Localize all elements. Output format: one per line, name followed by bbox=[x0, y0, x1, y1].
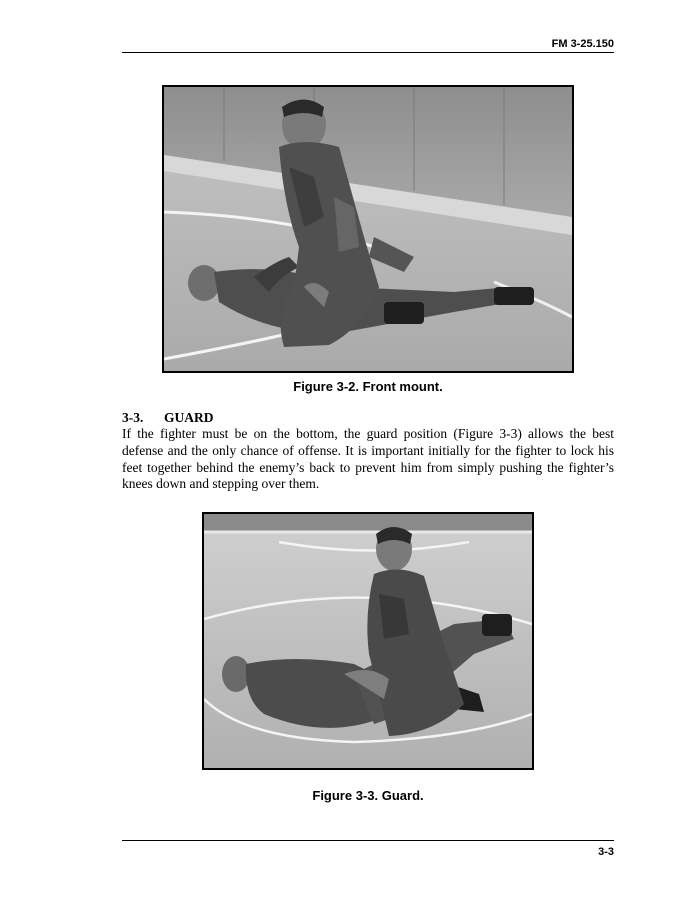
figure-3-3-photo bbox=[202, 512, 534, 770]
section-title: GUARD bbox=[164, 410, 214, 425]
section-number: 3-3. bbox=[122, 410, 144, 425]
footer-rule bbox=[122, 840, 614, 841]
header-rule bbox=[122, 52, 614, 53]
section-heading bbox=[122, 410, 214, 426]
figure-3-3-caption: Figure 3-3. Guard. bbox=[312, 788, 424, 803]
figure-3-2-caption: Figure 3-2. Front mount. bbox=[293, 379, 443, 394]
page-number: 3-3 bbox=[598, 846, 614, 858]
figure-3-2-photo bbox=[162, 85, 574, 373]
section-paragraph: If the fighter must be on the bottom, the guard position (Figure 3-3) allows the best defense and the only chance of offense. It is important initially for the fighter to lock his feet together behind the enemy’s back to prevent him from simply pushing the fighter’s knees down and stepping over them. bbox=[122, 426, 614, 492]
document-id: FM 3-25.150 bbox=[551, 38, 614, 50]
